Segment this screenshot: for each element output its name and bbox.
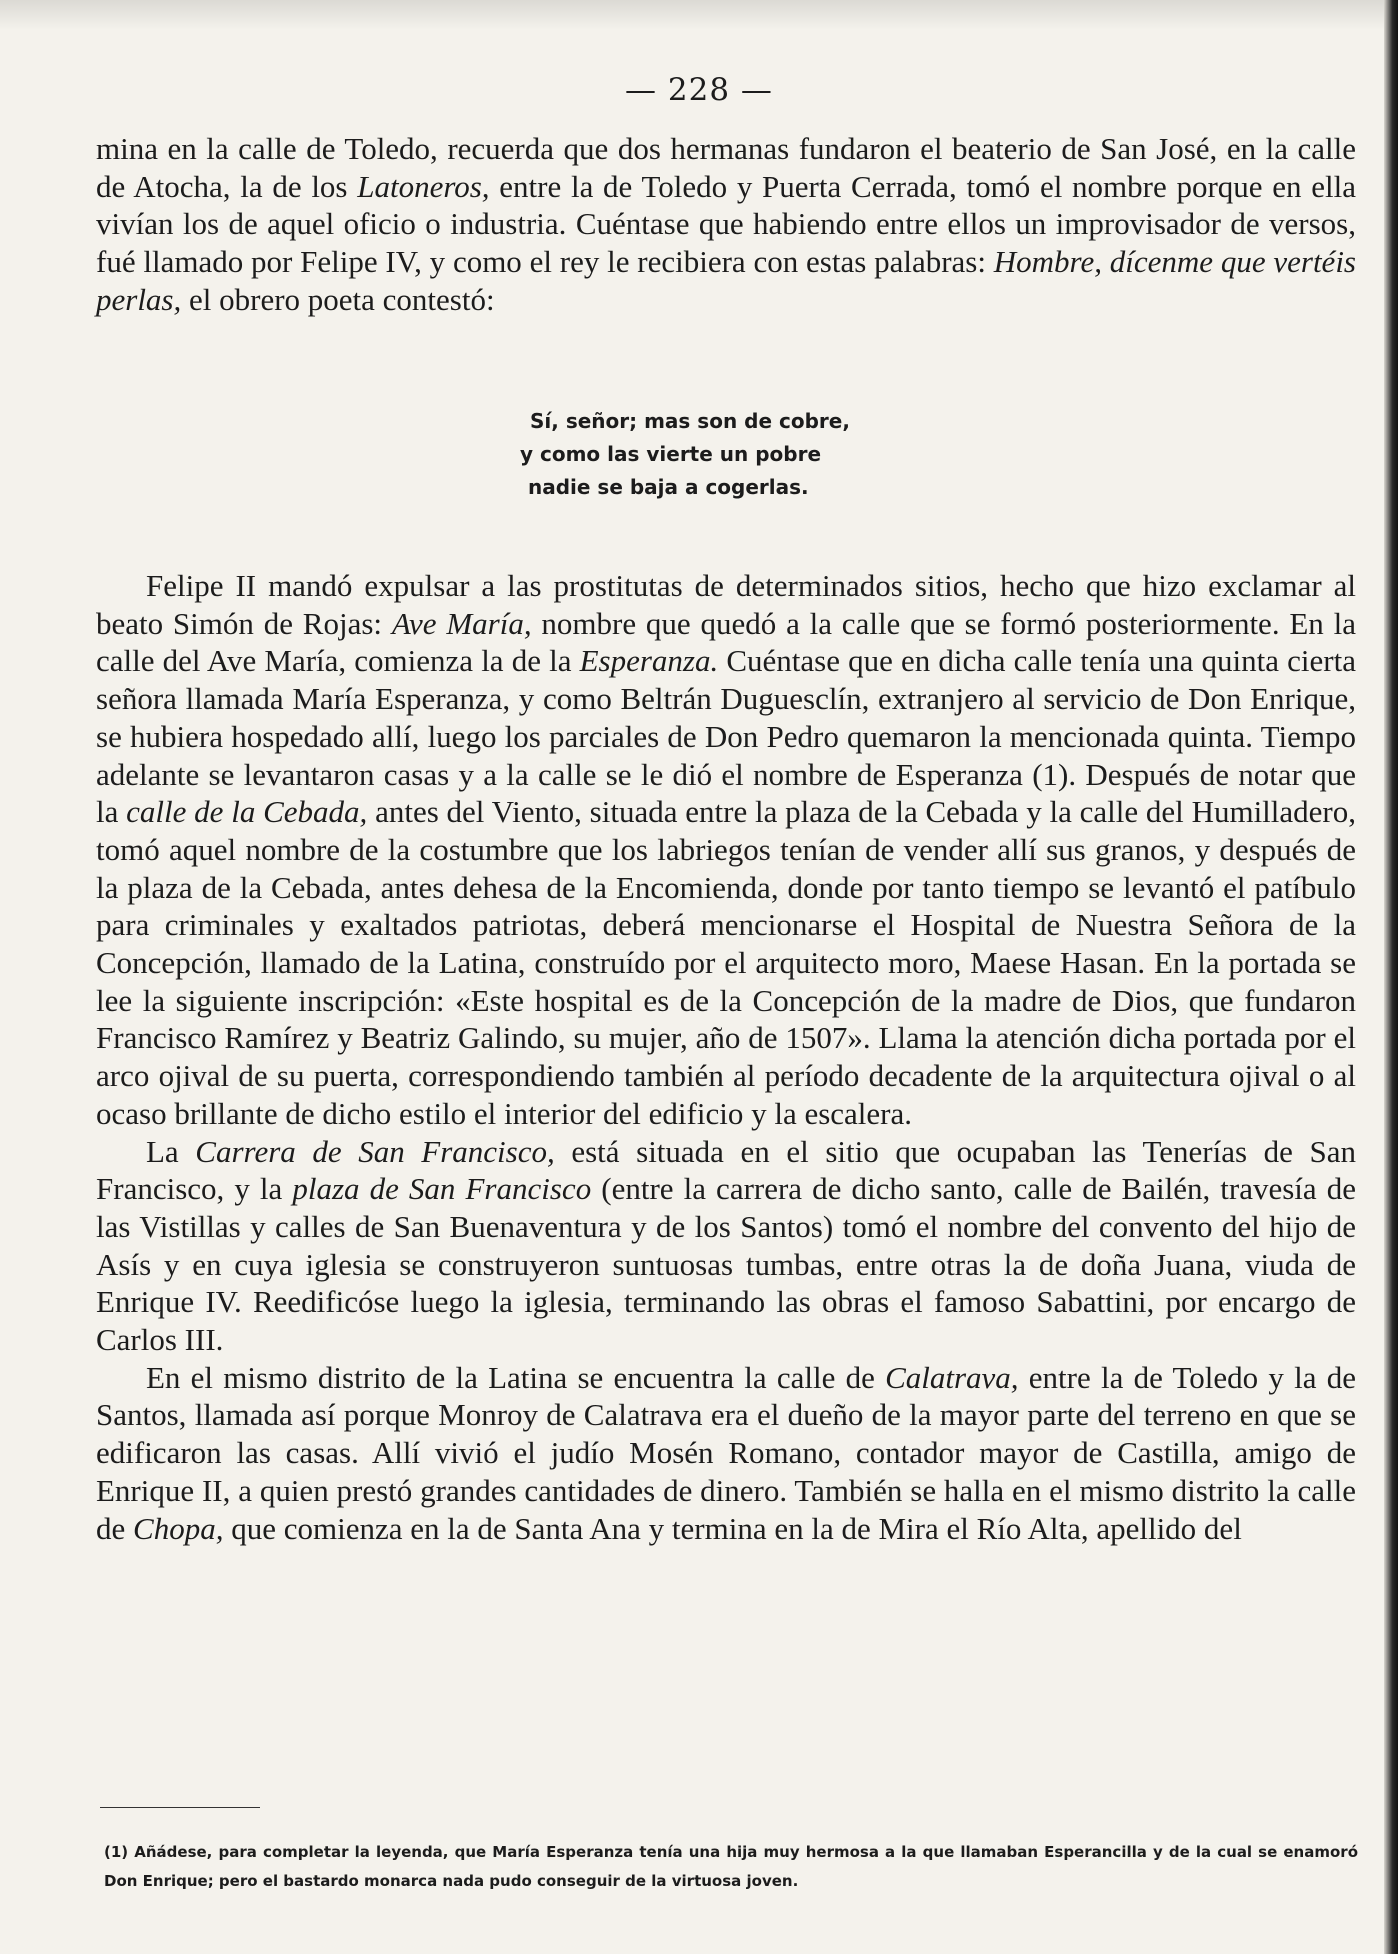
verse-line-2: y como las vierte un pobre [520, 442, 822, 466]
scan-edge [1384, 0, 1398, 1954]
paragraph-1 [96, 130, 1356, 319]
text-run: (entre la carrera de dicho santo, calle de Bailén, travesía de las Vistillas y calles de San Buenaventura y de los Santos) tomó el nombre del convento del hijo de Asís y en cuya iglesia se construyeron suntuosas tumbas, entre otras la de doña Juana, viuda de Enrique IV. Reedificóse luego la iglesia, terminando las obras el famoso Sabattini, por encargo de Carlos III. [96, 1171, 1357, 1358]
text-run: Cuéntase que en dicha calle tenía una quinta cierta señora llamada María Esperanza, y como Beltrán Duguesclín, extranjero al servicio de Don Enrique, se hubiera hospedado allí, luego los parciales de Don Pedro quemaron la mencionada quinta. Tiempo adelante se levantaron casas y a la calle se le dió el nombre de Esperanza (1). Después de notar que la [96, 643, 1357, 830]
italic-run: calle de la Cebada, [126, 794, 368, 830]
text-run: está situada en el sitio que ocupaban las Tenerías de San Francisco, y la [96, 1133, 1356, 1207]
verse-line-3: nadie se baja a cogerlas. [528, 475, 809, 499]
text-run: entre la de Toledo y Puerta Cerrada, tomó el nombre porque en ella vivían los de aquel oficio o industria. Cuéntase que habiendo entre ellos un improvisador de versos, fué llamado por Felipe IV, y como el rey le recibiera con estas palabras: [96, 168, 1356, 280]
italic-run: Carrera de San Francisco, [195, 1133, 555, 1169]
italic-run: Latoneros, [357, 168, 490, 204]
scan-top-shadow [0, 0, 1384, 30]
body-text-main [96, 567, 1356, 1547]
text-run: Felipe II mandó expulsar a las prostitutas de determinados sitios, hecho que hizo exclamar al beato Simón de Rojas: [96, 568, 1356, 641]
body-text-top [96, 130, 1356, 319]
verse-line-1: Sí, señor; mas son de cobre, [530, 409, 850, 433]
text-run: mina en la calle de Toledo, recuerda que dos hermanas fundaron el beaterio de San José, en la calle de Atocha, la de los [96, 131, 1356, 204]
text-run: que comienza en la de Santa Ana y termina en la de Mira el Río Alta, apellido del [223, 1510, 1242, 1546]
footnote-divider [100, 1807, 260, 1808]
italic-run: plaza de San Francisco [292, 1171, 592, 1207]
italic-run: Hombre, dícenme que vertéis perlas, [96, 244, 1356, 317]
italic-run: Ave María, [391, 605, 532, 641]
text-run: La [146, 1133, 196, 1169]
paragraph-2 [96, 567, 1356, 1133]
italic-run: Calatrava, [885, 1359, 1019, 1395]
footnote [104, 1838, 1358, 1896]
text-run: antes del Viento, situada entre la plaza de la Cebada y la calle del Humilladero, tomó aquel nombre de la costumbre que los labriegos tenían de vender allí sus granos, y después de la plaza de la Cebada, antes dehesa de la Encomienda, donde por tanto tiempo se levantó el patíbulo para criminales y exaltados patriotas, deberá mencionarse el Hospital de Nuestra Señora de la Concepción, llamado de la Latina, construído por el arquitecto moro, Maese Hasan. En la portada se lee la siguiente inscripción: «Este hospital es de la Concepción de la madre de Dios, que fundaron Francisco Ramírez y Beatriz Galindo, su mujer, año de 1507». Llama la atención dicha portada por el arco ojival de su puerta, correspondiendo también al período decadente de la arquitectura ojival o al ocaso brillante de dicho estilo el interior del edificio y la escalera. [96, 794, 1356, 1131]
text-run: En el mismo distrito de la Latina se encuentra la calle de [146, 1359, 886, 1395]
footnote-text: (1) Añádese, para completar la leyenda, que María Esperanza tenía una hija muy hermosa a la que llamaban Esperancilla y de la cual se enamoró Don Enrique; pero el bastardo monarca nada pudo conseguir de la virtuosa joven. [104, 1843, 1358, 1890]
italic-run: Chopa, [133, 1510, 224, 1546]
paragraph-3 [96, 1133, 1356, 1359]
verse-quote [520, 405, 1120, 504]
paragraph-4 [96, 1359, 1356, 1548]
text-run: entre la de Toledo y la de Santos, llamada así porque Monroy de Calatrava era el dueño de la mayor parte del terreno en que se edificaron las casas. Allí vivió el judío Mosén Romano, contador mayor de Castilla, amigo de Enrique II, a quien prestó grandes cantidades de dinero. También se halla en el mismo distrito la calle de [96, 1359, 1356, 1546]
text-run: el obrero poeta contestó: [181, 281, 495, 317]
italic-run: Esperanza. [579, 643, 719, 679]
text-run: nombre que quedó a la calle que se formó posteriormente. En la calle del Ave María, comienza la de la [96, 605, 1356, 679]
page-number: — 228 — [625, 72, 773, 108]
